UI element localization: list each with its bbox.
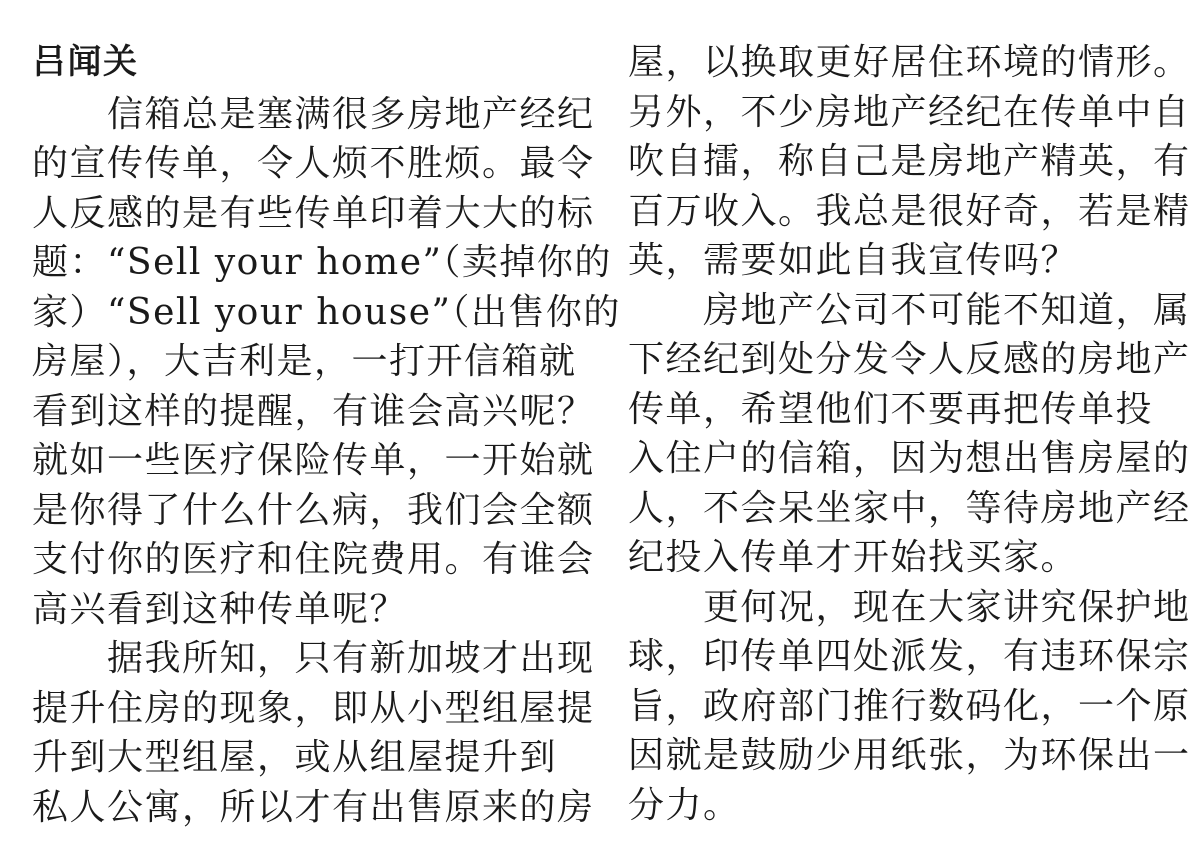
text-line: 题：“Sell your home”（卖掉你的 bbox=[32, 242, 612, 283]
text-line: 人，不会呆坐家中，等待房地产经 bbox=[628, 487, 1191, 529]
text-line: 房屋），大吉利是，一打开信箱就 bbox=[32, 341, 577, 382]
text-line: 看到这样的提醒，有谁会高兴呢？ bbox=[32, 390, 595, 432]
text-line: 因就是鼓励少用纸张，为环保出一 bbox=[628, 735, 1191, 776]
right-column-text bbox=[628, 38, 1191, 830]
text-line: 的宣传传单，令人烦不胜烦。最令 bbox=[32, 143, 595, 184]
text-line: 提升住房的现象，即从小型组屋提 bbox=[32, 687, 595, 729]
text-line: 传单，希望他们不要再把传单投 bbox=[628, 388, 1154, 430]
text-line: 房地产公司不可能不知道，属 bbox=[628, 289, 1191, 331]
text-line: 是你得了什么什么病，我们会全额 bbox=[32, 489, 595, 531]
text-line: 信箱总是塞满很多房地产经纪 bbox=[32, 93, 595, 135]
text-line: 屋，以换取更好居住环境的情形。 bbox=[628, 42, 1191, 83]
text-line: 私人公寓，所以才有出售原来的房 bbox=[32, 786, 595, 828]
right-column bbox=[628, 38, 1191, 830]
text-line: 更何况，现在大家讲究保护地 bbox=[628, 586, 1191, 628]
left-column bbox=[32, 38, 621, 832]
text-line: 分力。 bbox=[628, 784, 741, 826]
text-line: 吹自擂，称自己是房地产精英，有 bbox=[628, 141, 1191, 182]
text-line: 球，印传单四处派发，有违环保宗 bbox=[628, 636, 1191, 677]
text-line: 据我所知，只有新加坡才出现 bbox=[32, 638, 595, 679]
text-line: 就如一些医疗保险传单，一开始就 bbox=[32, 440, 595, 481]
text-line: 英，需要如此自我宣传吗？ bbox=[628, 240, 1079, 281]
text-line: 高兴看到这种传单呢？ bbox=[32, 588, 408, 630]
text-line: 纪投入传单才开始找买家。 bbox=[628, 537, 1079, 578]
text-line: 百万收入。我总是很好奇，若是精 bbox=[628, 190, 1191, 232]
text-line: 下经纪到处分发令人反感的房地产 bbox=[628, 339, 1191, 380]
left-column-text bbox=[32, 90, 621, 833]
author-name: 吕闻关 bbox=[32, 42, 139, 82]
text-line: 人反感的是有些传单印着大大的标 bbox=[32, 192, 595, 234]
text-line: 另外，不少房地产经纪在传单中自 bbox=[628, 91, 1191, 133]
text-line: 入住户的信箱，因为想出售房屋的 bbox=[628, 438, 1191, 479]
text-line: 家）“Sell your house”（出售你的 bbox=[32, 291, 621, 333]
text-line: 升到大型组屋，或从组屋提升到 bbox=[32, 737, 558, 778]
text-line: 旨，政府部门推行数码化，一个原 bbox=[628, 685, 1191, 727]
text-line: 支付你的医疗和住院费用。有谁会 bbox=[32, 539, 595, 580]
